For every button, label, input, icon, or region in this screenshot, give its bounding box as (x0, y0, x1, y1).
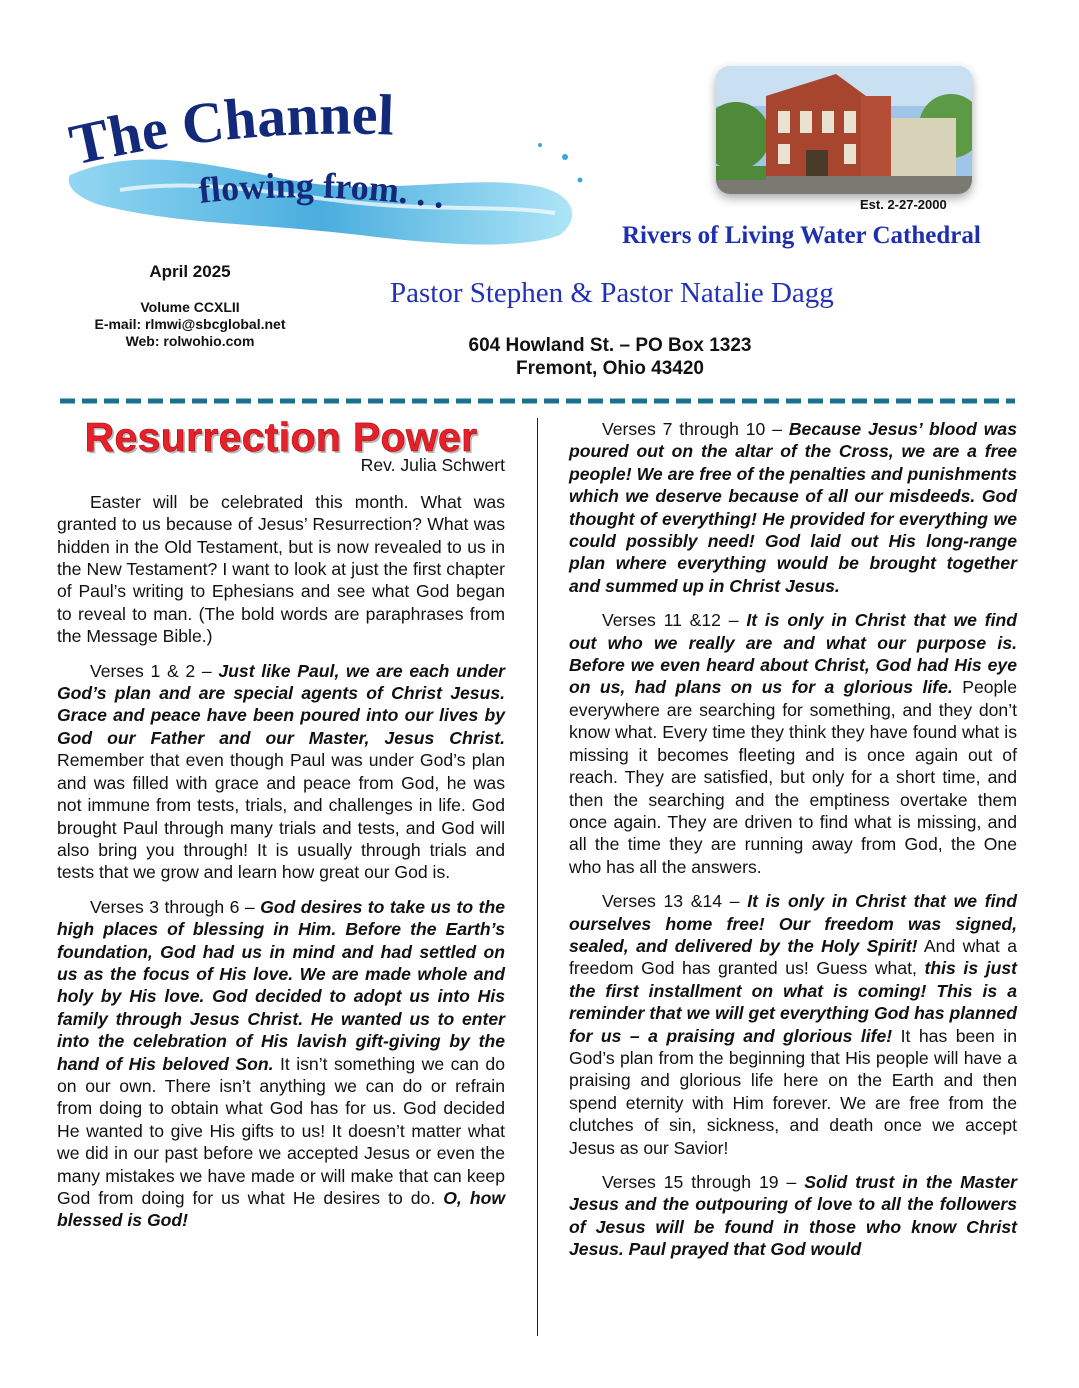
paragraph-7: Verses 15 through 19 – Solid trust in the Master Jesus and the outpouring of love to all the followers of Jesus will be found in those who know Christ Jesus. Paul prayed that God would (569, 1172, 1017, 1260)
issue-date: April 2025 (149, 262, 231, 281)
masthead-logo (60, 85, 620, 255)
website: Web: rolwohio.com (125, 333, 255, 349)
newsletter-title: The Channel (63, 85, 396, 178)
paragraph-2: Verses 1 & 2 – Just like Paul, we are each under God’s plan and are special agents of Christ Jesus. Grace and peace have been poured into our lives by God our Father and our Master, Jesus Christ. Remember that even though Paul was under God’s plan and was filled with grace and peace from God, he was not immune from tests, trials, and challenges in life. God brought Paul through many trials and tests, and God will also bring you through! It is usually through trials and tests that we grow and learn how great our God is. (57, 660, 505, 883)
church-name: Rivers of Living Water Cathedral (622, 222, 981, 249)
email: E-mail: rlmwi@sbcglobal.net (94, 316, 286, 332)
volume: Volume CCXLII (140, 299, 240, 315)
church-photo (716, 66, 972, 194)
address-street: 604 Howland St. – PO Box 1323 (468, 335, 752, 356)
paragraph-4: Verses 7 through 10 – Because Jesus’ blood was poured out on the altar of the Cross, we are a free people! We are free of the penalties and punishments which we deserve because of all our misdeeds. God thought of everything! He provided for everything we could possibly need! God laid out His long-range plan where everything would be brought together and summed up in Christ Jesus. (569, 419, 1017, 596)
column-divider (537, 418, 538, 1336)
paragraph-3: Verses 3 through 6 – God desires to take us to the high places of blessing in Him. Before the Earth’s foundation, God had us in mind and had settled on us as the focus of His love. We are made whole and holy by His love. God decided to adopt us into His family through Jesus Christ. He wanted us to enter into the celebration of His lavish gift-giving by the hand of His beloved Son. It isn’t something we can do on our own. There isn’t anything we can do or refrain from doing to obtain what God has for us. God decided He wanted to give His gifts to us! It doesn’t matter what we did in our past before we accepted Jesus or even the many mistakes we have made or will make that can keep God from doing for us what He desires to do. O, how blessed is God! (57, 896, 505, 1231)
newsletter-subtitle: flowing from. . . (196, 165, 448, 217)
article-column-right (569, 418, 1017, 1273)
pastors-line: Pastor Stephen & Pastor Natalie Dagg (390, 277, 834, 309)
paragraph-5: Verses 11 &12 – It is only in Christ that we find out who we really are and what our purpose is. Before we even heard about Christ, God had His eye on us, had plans on us for a glorious life. People everywhere are searching for something, and they don’t know what. Every time they think they have found what is missing it becomes fleeting and is once again out of reach. They are satisfied, but only for a short time, and then the searching and the emptiness overtake them once again. They are driven to find what is missing, and all the time they are running away from God, the One who has all the answers. (569, 610, 1018, 877)
address-city: Fremont, Ohio 43420 (516, 358, 704, 379)
paragraph-1: Easter will be celebrated this month. What was granted to us because of Jesus’ Resurrection? What was hidden in the Old Testament, but is now revealed to us in the New Testament? I want to look at just the first chapter of Paul’s writing to Ephesians and see what God began to reveal to man. (The bold words are paraphrases from the Message Bible.) (57, 491, 505, 647)
article-author: Rev. Julia Schwert (360, 455, 505, 476)
dashed-rule (60, 397, 1015, 405)
established-date: Est. 2-27-2000 (860, 197, 947, 212)
article-headline: Resurrection Power (84, 414, 478, 460)
article-column-left (57, 414, 505, 1244)
issue-info (60, 262, 320, 350)
paragraph-6: Verses 13 &14 – It is only in Christ that we find ourselves home free! Our freedom was signed, sealed, and delivered by the Holy Spirit! And what a freedom God has granted us! Guess what, this is just the first installment on what is coming! This is a reminder that we will get everything God has planned for us – a praising and glorious life! It has been in God’s plan from the beginning that His people will have a praising and glorious life here on the Earth and then spend eternity with Him forever. We are free from the clutches of sin, sickness, and death once we accept Jesus as our Savior! (569, 891, 1017, 1158)
address (410, 334, 810, 380)
